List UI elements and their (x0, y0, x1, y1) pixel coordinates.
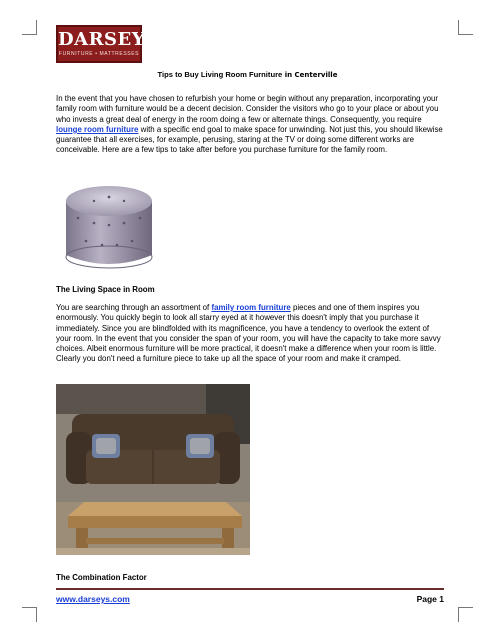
document-title (56, 70, 439, 79)
ottoman-photo (56, 173, 162, 273)
combination-factor-heading: The Combination Factor (56, 573, 147, 582)
crop-mark-bottom-left (22, 607, 37, 622)
intro-text-after: with a specific end goal to make space for unwinding. Not just this, you should likewise guarantee that all exercises, for example, perusing, staring at the TV or doing some different works are conceivable. Here are a few tips to take after before you purchase furniture for the family room. (56, 124, 443, 155)
footer-divider (56, 588, 444, 590)
page-number: Page 1 (416, 594, 444, 604)
title-place: in Centerville (282, 71, 338, 79)
title-main: Tips to Buy Living Room Furniture (157, 70, 283, 79)
crop-mark-top-left (22, 20, 37, 35)
sofa-coffee-table-photo (56, 384, 250, 555)
crop-mark-bottom-right (458, 607, 473, 622)
footer-website-link[interactable]: www.darseys.com (56, 594, 130, 604)
crop-mark-top-right (458, 20, 473, 35)
logo-tagline: FURNITURE • MATTRESSES (58, 51, 140, 57)
intro-paragraph (56, 94, 444, 156)
lounge-room-furniture-link[interactable]: lounge room furniture (56, 124, 139, 134)
living-space-heading: The Living Space in Room (56, 285, 155, 294)
logo-brand: DARSEY'S (58, 29, 165, 50)
section1-text-after: pieces and one of them inspires you enormously. You quickly begin to look all starry eyed at it however this doesn't imply that you purchase it immediately. Since you are blindfolded with its magnificence, you have a tendency to overlook the extent of your room. In the event that you consider the span of your room, you will have the capacity to take more savvy choices. Albeit enormous furniture will be more practical, it doesn't make a difference when your room is little. Clearly you don't need a furniture piece to take up all the space of your room and make it cramped. (56, 303, 441, 364)
family-room-furniture-link[interactable]: family room furniture (211, 303, 291, 312)
living-space-paragraph (56, 303, 444, 365)
darseys-logo (56, 25, 165, 63)
section1-text-before: You are searching through an assortment of (56, 303, 212, 312)
intro-text-before: In the event that you have chosen to refurbish your home or begin without any preparation, incorporating your family room with furniture would be a decent decision. Consider the visitors who go to your place or about you who invests a great deal of energy in the room doing a few or alternate things. Consequently, you require (56, 94, 439, 124)
